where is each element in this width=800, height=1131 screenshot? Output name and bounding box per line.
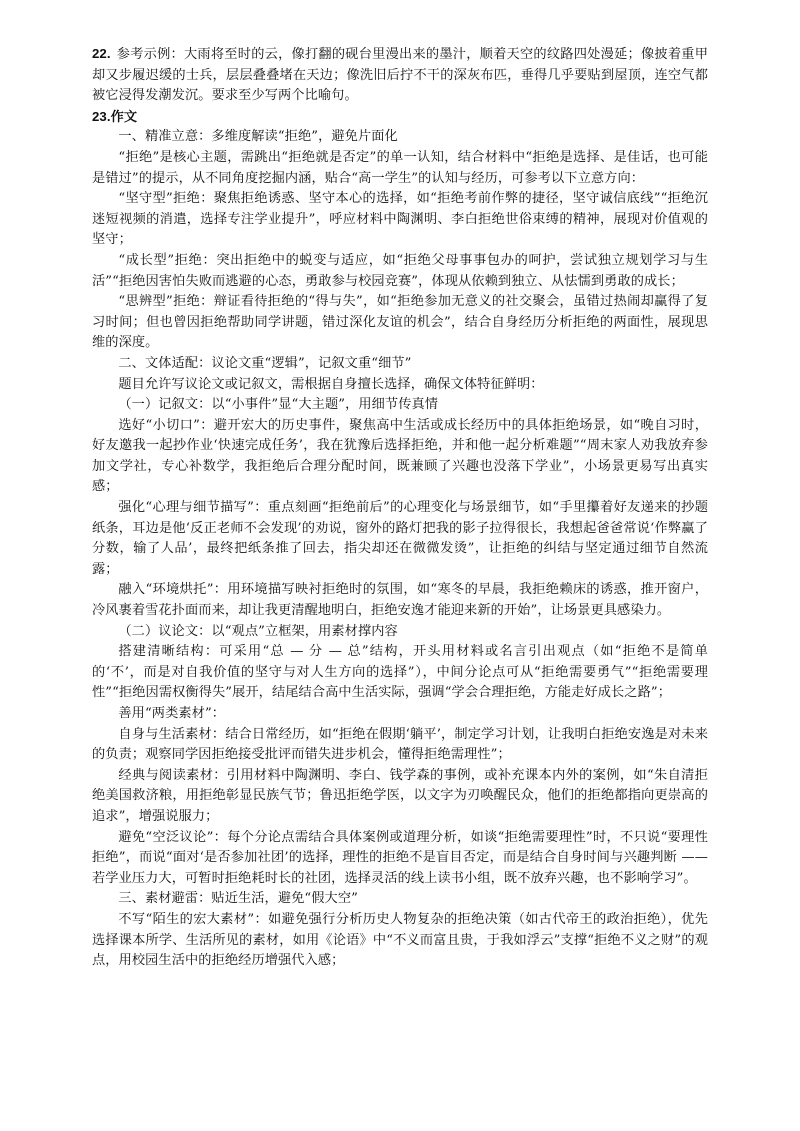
section-1-point-3: “思辨型”拒绝：辩证看待拒绝的“得与失”，如“拒绝参加无意义的社交聚会，虽错过热闹却赢得了复习时间；但也曾因拒绝帮助同学讲题，错过深化友谊的机会”，结合自身经历分析拒绝的两面性，展现思维的深度。 (92, 294, 708, 351)
section-2-subtitle-argument: （二）议论文：以“观点”立框架，用素材撑内容 (118, 623, 398, 639)
section-3-title: 三、素材避雷：贴近生活，避免“假大空” (118, 891, 358, 907)
section-1-point-2: “成长型”拒绝：突出拒绝中的蜕变与适应，如“拒绝父母事事包办的呵护，尝试独立规划学习与生活”“拒绝因害怕失败而逃避的心态，勇敢参与校园竞赛”，体现从依赖到独立、从怯懦到勇敢的成长； (92, 252, 708, 289)
section-2-point-1: 选好“小切口”：避开宏大的历史事件，聚焦高中生活或成长经历中的具体拒绝场景，如“晚自习时，好友邀我一起抄作业‘快速完成任务’，我在犹豫后选择拒绝，并和他一起分析难题”“周末家人劝我放弃参加文学社，专心补数学，我拒绝后合理分配时间，既兼顾了兴趣也没落下学业”，小场景更易写出真实感； (92, 417, 708, 495)
question-22 (92, 44, 708, 107)
section-2-intro: 题目允许写议论文或记叙文，需根据自身擅长选择，确保文体特征鲜明： (118, 376, 544, 392)
section-1-point-1: “坚守型”拒绝：聚焦拒绝诱惑、坚守本心的选择，如“拒绝考前作弊的捷径，坚守诚信底线”“拒绝沉迷短视频的消遣，选择专注学业提升”，呼应材料中陶渊明、李白拒绝世俗束缚的精神，展现对价值观的坚守； (92, 191, 708, 248)
question-22-answer: 参考示例：大雨将至时的云，像打翻的砚台里漫出来的墨汁，顺着天空的纹路四处漫延；像披着重甲却又步履迟缓的士兵，层层叠叠堵在天边；像洗旧后拧不干的深灰布匹，垂得几乎要贴到屋顶，连空气都被它浸得发潮发沉。要求至少写两个比喻句。 (92, 47, 708, 104)
section-2-title: 二、文体适配：议论文重“逻辑”，记叙文重“细节” (118, 355, 412, 371)
section-2-point-6: 自身与生活素材：结合日常经历，如“拒绝在假期‘躺平’，制定学习计划，让我明白拒绝安逸是对未来的负责；观察同学因拒绝接受批评而错失进步机会，懂得拒绝需理性”； (92, 726, 708, 763)
section-2-point-3: 融入“环境烘托”：用环境描写映衬拒绝时的氛围，如“寒冬的早晨，我拒绝赖床的诱惑，推开窗户，冷风裹着雪花扑面而来，却让我更清醒地明白，拒绝安逸才能迎来新的开始”，让场景更具感染力。 (92, 582, 708, 619)
question-number: 22. (92, 46, 111, 61)
section-1-intro: “拒绝”是核心主题，需跳出“拒绝就是否定”的单一认知，结合材料中“拒绝是选择、是佳话，也可能是错过”的提示，从不同角度挖掘内涵，贴合“高一学生”的认知与经历，可参考以下立意方向： (92, 149, 708, 186)
section-3-point-1: 不写“陌生的宏大素材”：如避免强行分析历史人物复杂的拒绝决策（如古代帝王的政治拒绝），优先选择课本所学、生活所见的素材，如用《论语》中“不义而富且贵，于我如浮云”支撑“拒绝不义之财”的观点，用校园生活中的拒绝经历增强代入感； (92, 911, 708, 969)
section-2-point-8: 避免“空泛议论”：每个分论点需结合具体案例或道理分析，如谈“拒绝需要理性”时，不只说“要理性拒绝”，而说“面对‘是否参加社团’的选择，理性的拒绝不是盲目否定，而是结合自身时间与兴趣判断 —— 若学业压力大，可暂时拒绝耗时长的社团，选择灵活的线上读书小组，既不放弃兴趣，也不影响学习”。 (92, 829, 708, 886)
section-1-title: 一、精准立意：多维度解读“拒绝”，避免片面化 (118, 129, 398, 145)
section-2-point-5: 善用“两类素材”： (118, 706, 226, 721)
section-2-point-4: 搭建清晰结构：可采用“总 — 分 — 总”结构，开头用材料或名言引出观点（如“拒绝不是简单的‘不’，而是对自我价值的坚守与对人生方向的选择”），中间分论点可从“拒绝需要勇气”“拒绝需要理性”“拒绝因需权衡得失”展开，结尾结合高中生活实际，强调“学会合理拒绝，方能走好成长之路”； (92, 644, 708, 701)
section-2-point-7: 经典与阅读素材：引用材料中陶渊明、李白、钱学森的事例，或补充课本内外的案例，如“朱自清拒绝美国救济粮，用拒绝彰显民族气节；鲁迅拒绝学医，以文字为刃唤醒民众，他们的拒绝都指向更崇高的追求”，增强说服力； (92, 767, 708, 824)
section-2-point-2: 强化“心理与细节描写”：重点刻画“拒绝前后”的心理变化与场景细节，如“手里攥着好友递来的抄题纸条，耳边是他‘反正老师不会发现’的劝说，窗外的路灯把我的影子拉得很长，我想起爸爸常说‘作弊赢了分数，输了人品’，最终把纸条推了回去，指尖却还在微微发烫”，让拒绝的纠结与坚定通过细节自然流露； (92, 500, 708, 577)
section-2-subtitle-narrative: （一）记叙文：以“小事件”显“大主题”，用细节传真情 (118, 397, 439, 413)
question-23-title: 23.作文 (92, 108, 138, 124)
